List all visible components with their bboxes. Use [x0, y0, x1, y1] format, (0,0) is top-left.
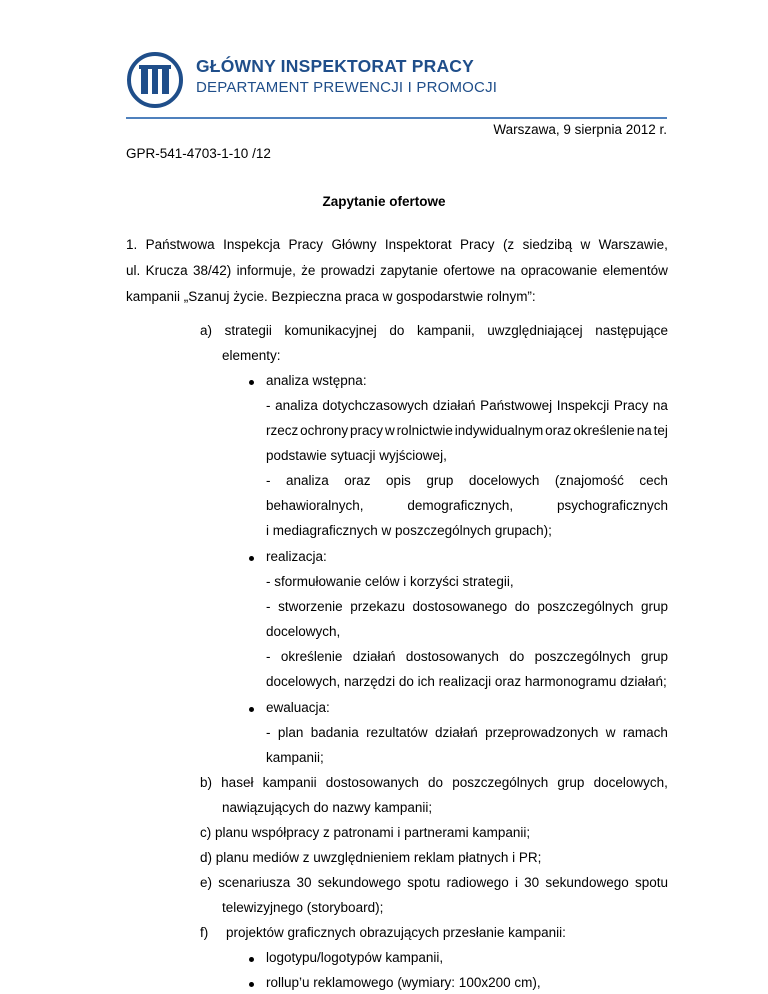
word: określenie [573, 423, 635, 438]
word: docelowych, [593, 775, 668, 790]
bullet-icon [249, 707, 254, 712]
analiza-sub1-line-1 [266, 398, 668, 413]
word: haseł [221, 775, 254, 790]
intro-line-2 [126, 263, 668, 278]
word: do [428, 775, 444, 790]
bullet-icon [249, 982, 254, 987]
analiza-sub1-line-2 [266, 423, 668, 438]
word: analiza [275, 398, 318, 413]
word: kampanii [262, 775, 317, 790]
word: kampanii, [416, 323, 475, 338]
realizacja-sub1: - sformułowanie celów i korzyści strategii, [266, 574, 514, 589]
word: Krucza [145, 263, 188, 278]
word: grup [640, 599, 668, 614]
word: następujące [595, 323, 668, 338]
word: docelowych [468, 473, 540, 488]
word: siedzibą [522, 237, 573, 252]
word: Inspekcji [556, 398, 610, 413]
analiza-sub2-line-3: i mediagraficznych w poszczególnych grupach); [266, 523, 552, 538]
word: rolnictwie [396, 423, 453, 438]
item-a-line-1 [200, 323, 668, 338]
word: dostosowanych [405, 649, 499, 664]
word: przekazu [350, 599, 405, 614]
word: poszczególnych [452, 775, 549, 790]
word: do [514, 599, 530, 614]
word: przeprowadzonych [485, 725, 599, 740]
word: Inspektorat [384, 237, 452, 252]
word: Warszawie, [598, 237, 668, 252]
word: (z [502, 237, 515, 252]
realizacja-sub3-line-2: docelowych, narzędzi do ich realizacji oraz harmonogramu działań; [266, 674, 667, 689]
item-f-letter: f) [200, 925, 209, 940]
item-e-line-2: telewizyjnego (storyboard); [222, 900, 384, 915]
word: analiza [286, 473, 329, 488]
word: 30 [524, 875, 540, 890]
word: badania [310, 725, 359, 740]
word: dotychczasowych [322, 398, 429, 413]
word: 38/42) [192, 263, 232, 278]
word: demograficznych, [407, 498, 514, 513]
word: Państwowej [480, 398, 553, 413]
word: grup [640, 649, 668, 664]
word: tej [653, 423, 668, 438]
gip-logo-icon [126, 51, 184, 109]
word: poszczególnych [534, 649, 631, 664]
word: sekundowego [317, 875, 402, 890]
realizacja-sub3-line-1 [266, 649, 668, 664]
realizacja-sub2-line-1 [266, 599, 668, 614]
word: - [266, 473, 271, 488]
word: działań [435, 725, 478, 740]
word: - [266, 649, 271, 664]
word: rzecz [266, 423, 299, 438]
word: - [266, 398, 271, 413]
bullet-realizacja-label: realizacja: [266, 549, 327, 564]
word: w [580, 237, 591, 252]
word: komunikacyjnej [284, 323, 377, 338]
word: Inspekcja [223, 237, 281, 252]
word: ochrony [300, 423, 349, 438]
word: oraz [344, 473, 371, 488]
word: radiowego [446, 875, 509, 890]
word: Pracy [613, 398, 649, 413]
item-c: c) planu współpracy z patronami i partnerami kampanii; [200, 825, 531, 840]
org-name: GŁÓWNY INSPEKTORAT PRACY [196, 56, 475, 76]
word: spotu [634, 875, 668, 890]
word: 1. [126, 237, 138, 252]
word: ul. [126, 263, 141, 278]
bullet-icon [249, 556, 254, 561]
word: informuje, [236, 263, 296, 278]
word: - [266, 725, 271, 740]
word: że [301, 263, 316, 278]
word: oraz [545, 423, 572, 438]
ewaluacja-sub1-line-2: kampanii; [266, 750, 324, 765]
document-title: Zapytanie ofertowe [322, 194, 446, 209]
word: indywidualnym [454, 423, 544, 438]
item-b-line-1 [200, 775, 668, 790]
word: Państwowa [145, 237, 215, 252]
word: sekundowego [545, 875, 629, 890]
bullet-icon [249, 380, 254, 385]
word: na [636, 423, 652, 438]
word: b) [200, 775, 213, 790]
word: poszczególnych [537, 599, 634, 614]
word: Główny [331, 237, 377, 252]
word: Pracy [288, 237, 324, 252]
analiza-sub2-line-2 [266, 498, 668, 513]
word: grup [426, 473, 454, 488]
word: do [389, 323, 405, 338]
word: dostosowanego [412, 599, 508, 614]
word: w [605, 725, 616, 740]
bullet-ewaluacja-label: ewaluacja: [266, 700, 330, 715]
document-date: Warszawa, 9 sierpnia 2012 r. [493, 122, 667, 137]
intro-line-1 [126, 237, 668, 252]
word: ofertowe [443, 263, 496, 278]
word: uwzględniającej [487, 323, 583, 338]
analiza-sub1-line-3: podstawie sytuacji wyjściowej, [266, 448, 447, 463]
analiza-sub2-line-1 [266, 473, 668, 488]
word: dostosowanych [325, 775, 419, 790]
word: stworzenie [278, 599, 343, 614]
item-b-line-2: nawiązujących do nazwy kampanii; [222, 800, 433, 815]
word: do [509, 649, 525, 664]
word: prowadzi [320, 263, 375, 278]
word: Pracy [460, 237, 495, 252]
word: elementów [602, 263, 668, 278]
item-f-bullet-2: rollup’u reklamowego (wymiary: 100x200 cm), [266, 975, 541, 990]
word: ramach [622, 725, 668, 740]
word: 30 [296, 875, 312, 890]
reference-number: GPR-541-4703-1-10 /12 [126, 146, 271, 161]
word: na [652, 398, 668, 413]
word: strategii [224, 323, 272, 338]
header-divider [126, 117, 667, 119]
word: opracowanie [520, 263, 598, 278]
bullet-icon [249, 957, 254, 962]
word: spotu [407, 875, 441, 890]
word: grup [557, 775, 585, 790]
item-d: d) planu mediów z uwzględnieniem reklam płatnych i PR; [200, 850, 542, 865]
item-f-bullet-1: logotypu/logotypów kampanii, [266, 950, 444, 965]
word: - [266, 599, 271, 614]
item-e-line-1 [200, 875, 668, 890]
word: rezultatów [366, 725, 428, 740]
word: określenie [280, 649, 343, 664]
word: pracy [350, 423, 384, 438]
word: działań [352, 649, 396, 664]
word: plan [277, 725, 304, 740]
word: scenariusza [218, 875, 291, 890]
org-department: DEPARTAMENT PREWENCJI I PROMOCJI [196, 79, 498, 96]
word: zapytanie [380, 263, 438, 278]
bullet-analiza-label: analiza wstępna: [266, 373, 367, 388]
word: działań [432, 398, 476, 413]
word: e) [200, 875, 213, 890]
ewaluacja-sub1-line-1 [266, 725, 668, 740]
word: w [384, 423, 395, 438]
word: cech [639, 473, 668, 488]
word: a) [200, 323, 213, 338]
word: na [500, 263, 516, 278]
word: behawioralnych, [266, 498, 364, 513]
intro-line-3: kampanii „Szanuj życie. Bezpieczna praca w gospodarstwie rolnym”: [126, 289, 536, 304]
item-a-line-2: elementy: [222, 348, 281, 363]
word: (znajomość [554, 473, 624, 488]
item-f-text: projektów graficznych obrazujących przesłanie kampanii: [226, 925, 566, 940]
realizacja-sub2-line-2: docelowych, [266, 624, 341, 639]
word: i [514, 875, 518, 890]
word: psychograficznych [556, 498, 668, 513]
word: opis [386, 473, 411, 488]
